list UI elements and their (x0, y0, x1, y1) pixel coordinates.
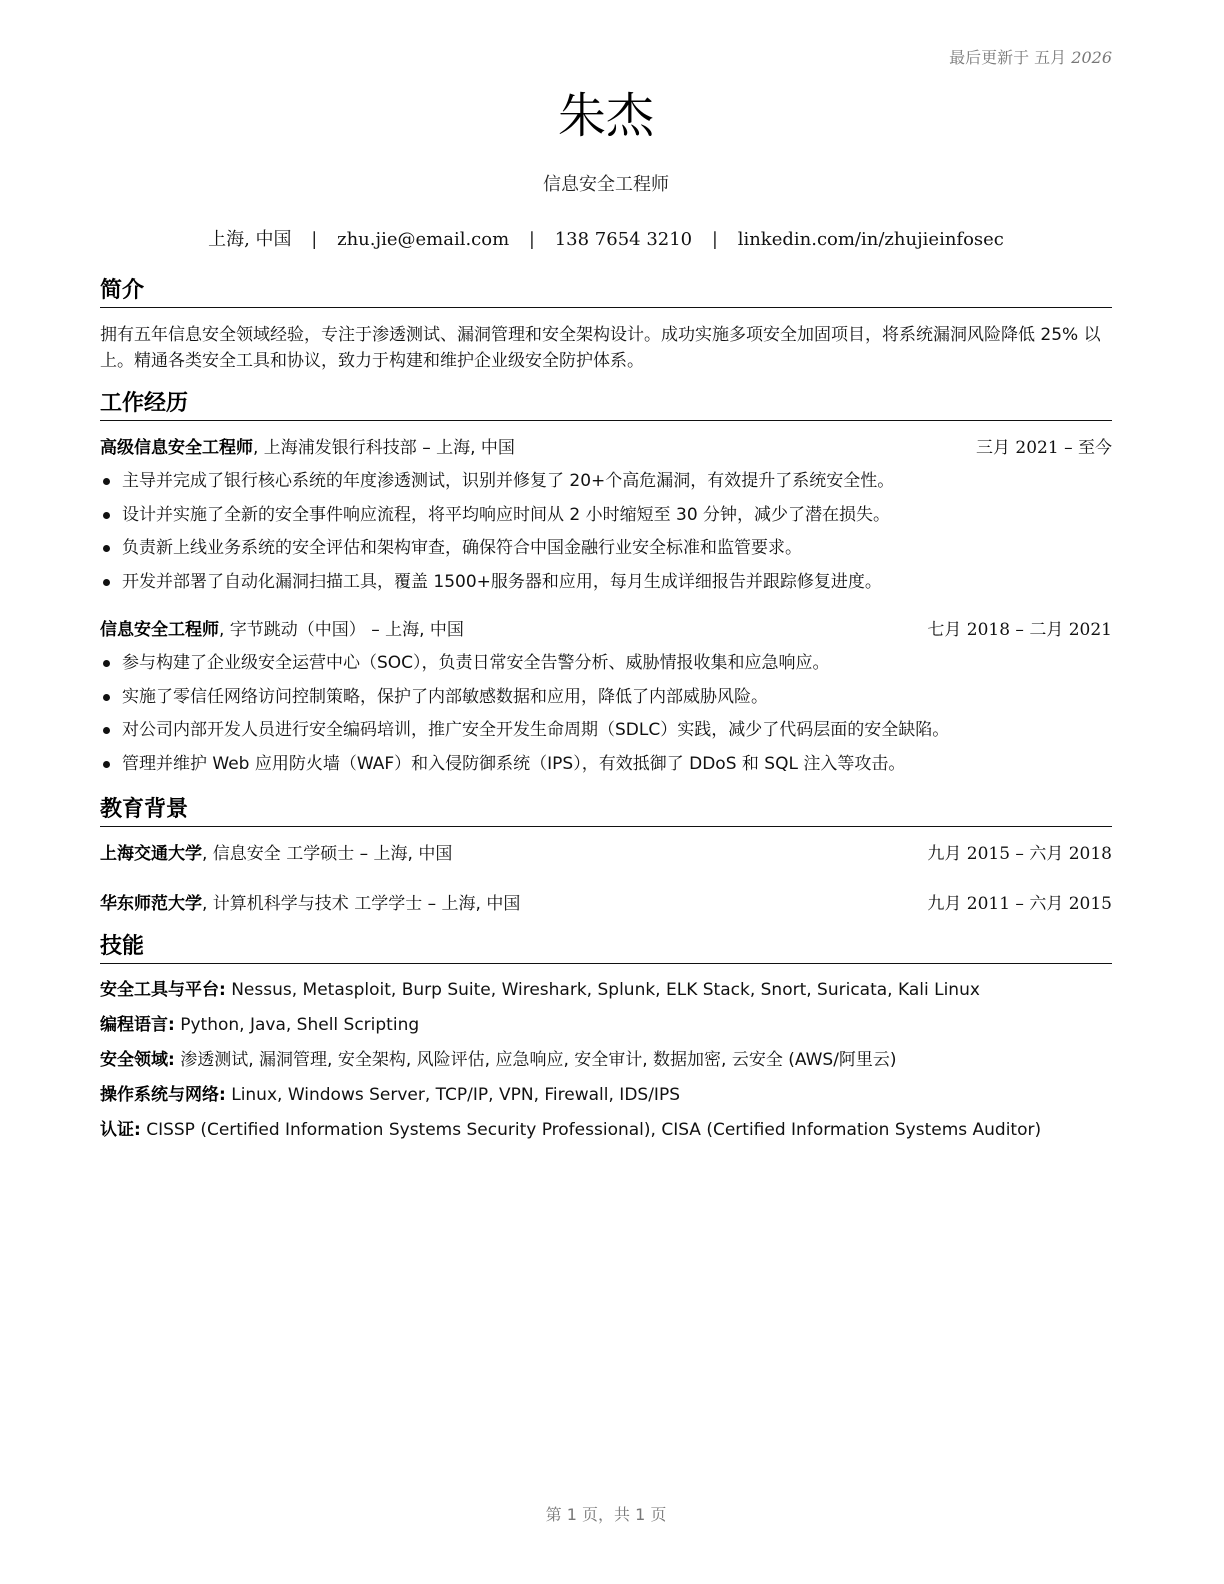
last-updated-year: 2026 (1071, 48, 1112, 67)
contact-email-link[interactable]: zhu.jie@email.com (337, 229, 510, 250)
bullet-icon (103, 512, 110, 519)
skill-label: 安全工具与平台: (100, 980, 226, 1000)
skills-section (100, 933, 1112, 1148)
job-bullets (100, 465, 1112, 599)
school-name: 华东师范大学 (100, 894, 202, 914)
bullet-icon (103, 761, 110, 768)
skills-list (100, 973, 1112, 1148)
list-item (100, 714, 1112, 748)
job-entry (100, 435, 1112, 599)
school-line (100, 891, 520, 917)
job-dates: 七月 2018 – 二月 2021 (927, 620, 1112, 640)
bullet-text: 负责新上线业务系统的安全评估和架构审查，确保符合中国金融行业安全标准和监管要求。 (122, 538, 802, 558)
job-role: 高级信息安全工程师 (100, 438, 253, 458)
job-company: , 字节跳动（中国） – 上海, 中国 (219, 620, 464, 640)
job-dates: 三月 2021 – 至今 (976, 438, 1112, 458)
education-entry (100, 841, 1112, 867)
contact-line (100, 225, 1112, 251)
list-item (100, 681, 1112, 715)
bullet-text: 开发并部署了自动化漏洞扫描工具，覆盖 1500+服务器和应用，每月生成详细报告并跟踪修复进度。 (122, 571, 882, 592)
section-heading-skills: 技能 (100, 933, 1112, 964)
school-degree: , 信息安全 工学硕士 – 上海, 中国 (202, 844, 453, 864)
bullet-text: 实施了零信任网络访问控制策略，保护了内部敏感数据和应用，降低了内部威胁风险。 (122, 686, 768, 707)
candidate-title: 信息安全工程师 (543, 174, 669, 195)
list-item (100, 465, 1112, 499)
bullet-icon (103, 694, 110, 701)
bullet-icon (103, 478, 110, 485)
skill-label: 安全领域: (100, 1050, 175, 1070)
last-updated (949, 45, 1112, 68)
contact-linkedin-link[interactable]: linkedin.com/in/zhujieinfosec (737, 229, 1004, 250)
skill-value: Python, Java, Shell Scripting (174, 1015, 420, 1035)
skill-label: 认证: (100, 1120, 141, 1140)
school-dates: 九月 2011 – 六月 2015 (927, 894, 1112, 914)
contact-separator: | (528, 229, 535, 250)
skill-line (100, 973, 1112, 1008)
list-item (100, 532, 1112, 566)
job-header (100, 617, 1112, 643)
school-degree: , 计算机科学与技术 工学学士 – 上海, 中国 (202, 894, 521, 914)
candidate-name: 朱杰 (557, 88, 654, 144)
school-name: 上海交通大学 (100, 844, 202, 864)
list-item (100, 499, 1112, 533)
last-updated-prefix: 最后更新于 五月 (949, 48, 1067, 67)
page-number: 第 1 页，共 1 页 (545, 1505, 667, 1524)
section-heading-education: 教育背景 (100, 796, 1112, 827)
skill-line (100, 1113, 1112, 1148)
skill-line (100, 1008, 1112, 1043)
skill-line (100, 1043, 1112, 1078)
skill-value: Linux, Windows Server, TCP/IP, VPN, Firewall, IDS/IPS (225, 1085, 680, 1105)
job-role: 信息安全工程师 (100, 620, 219, 640)
bullet-text: 主导并完成了银行核心系统的年度渗透测试，识别并修复了 20+个高危漏洞，有效提升了系统安全性。 (122, 471, 895, 491)
job-entry (100, 617, 1112, 781)
bullet-text: 设计并实施了全新的安全事件响应流程，将平均响应时间从 2 小时缩短至 30 分钟，减少了潜在损失。 (122, 504, 891, 525)
contact-separator: | (311, 229, 318, 250)
skill-value: Nessus, Metasploit, Burp Suite, Wireshark, Splunk, ELK Stack, Snort, Suricata, Kali Linux (225, 980, 980, 1000)
bullet-icon (103, 727, 110, 734)
experience-section (100, 390, 1112, 781)
bullet-icon (103, 660, 110, 667)
bullet-text: 对公司内部开发人员进行安全编码培训，推广安全开发生命周期（SDLC）实践，减少了代码层面的安全缺陷。 (122, 720, 950, 740)
summary-text: 拥有五年信息安全领域经验，专注于渗透测试、漏洞管理和安全架构设计。成功实施多项安全加固项目，将系统漏洞风险降低 25% 以上。精通各类安全工具和协议，致力于构建和维护企业级安全防护体系。 (100, 325, 1101, 371)
list-item (100, 566, 1112, 600)
contact-location: 上海, 中国 (208, 229, 292, 250)
job-company: , 上海浦发银行科技部 – 上海, 中国 (253, 438, 515, 458)
list-item (100, 647, 1112, 681)
bullet-text: 参与构建了企业级安全运营中心（SOC），负责日常安全告警分析、威胁情报收集和应急响应。 (122, 653, 830, 673)
job-title-line (100, 617, 464, 643)
contact-separator: | (711, 229, 718, 250)
education-entry (100, 891, 1112, 917)
contact-phone: 138 7654 3210 (554, 229, 693, 250)
skill-label: 编程语言: (100, 1015, 175, 1035)
job-title-line (100, 435, 515, 461)
school-dates: 九月 2015 – 六月 2018 (927, 844, 1112, 864)
bullet-icon (103, 579, 110, 586)
summary-section (100, 277, 1112, 374)
education-section (100, 796, 1112, 917)
skill-label: 操作系统与网络: (100, 1085, 226, 1105)
school-line (100, 841, 452, 867)
bullet-text: 管理并维护 Web 应用防火墙（WAF）和入侵防御系统（IPS），有效抵御了 DDoS 和 SQL 注入等攻击。 (122, 753, 906, 774)
bullet-icon (103, 545, 110, 552)
skill-value: 渗透测试, 漏洞管理, 安全架构, 风险评估, 应急响应, 安全审计, 数据加密, 云安全 (AWS/阿里云) (174, 1050, 897, 1070)
section-heading-summary: 简介 (100, 277, 1112, 308)
skill-value: CISSP (Certified Information Systems Security Professional), CISA (Certified Information Systems Auditor) (140, 1120, 1042, 1140)
job-bullets (100, 647, 1112, 781)
job-header (100, 435, 1112, 461)
list-item (100, 748, 1112, 782)
resume-page (100, 0, 1112, 1584)
skill-line (100, 1078, 1112, 1113)
section-heading-experience: 工作经历 (100, 390, 1112, 421)
